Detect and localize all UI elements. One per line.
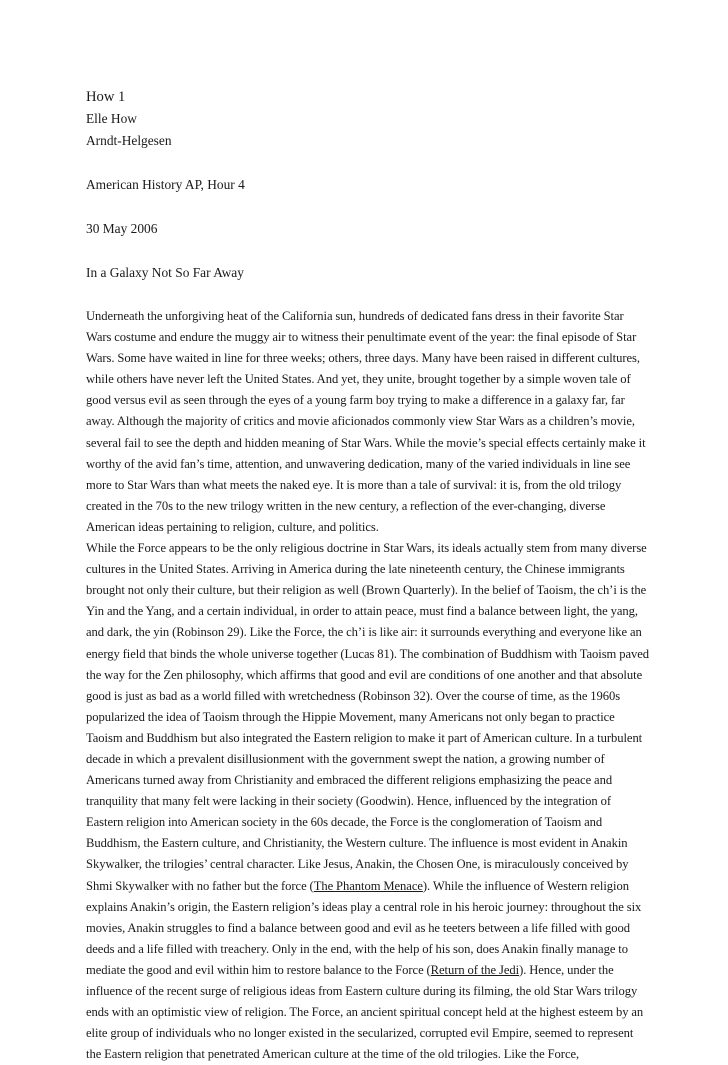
spacer (86, 284, 650, 306)
essay-title: In a Galaxy Not So Far Away (86, 265, 244, 280)
essay-body (86, 306, 650, 1065)
author-name: Elle How (86, 111, 137, 126)
film-title-phantom-menace: The Phantom Menace (313, 878, 423, 893)
spacer (86, 196, 650, 218)
paragraph-2-text-b: ). While the influence of Western religion explains Anakin’s origin, the Eastern religion’s ideas play a central role in his heroic journey: throughout the six movies, Anakin struggles to find a balance between good and evil as he teeters between a life filled with good deeds and a life filled with treachery. Only in the end, with the help of his son, does Anakin finally manage to mediate the good and evil within him to restore balance to the Force ( (86, 878, 642, 977)
course-name: American History AP, Hour 4 (86, 177, 245, 192)
paragraph-2 (86, 538, 650, 1065)
paragraph-2-text-c: ). Hence, under the influence of the recent surge of religious ideas from Eastern culture during its filming, the old Star Wars trilogy ends with an optimistic view of religion. The Force, an ancient spiritual concept held at the highest esteem by an elite group of individuals who no longer existed in the secularized, corrupted evil Empire, seemed to represent the Eastern religion that penetrated American culture at the time of the old trilogies. Like the Force, (86, 962, 644, 1062)
film-title-return-of-the-jedi: Return of the Jedi (430, 962, 520, 977)
paragraph-2-text-a: While the Force appears to be the only religious doctrine in Star Wars, its ideals actually stem from many diverse cultures in the United States. Arriving in America during the late nineteenth century, the Chinese immigrants brought not only their culture, but their religion as well (Brown Quarterly). In the belief of Taoism, the ch’i is the Yin and the Yang, and a certain individual, in order to attain peace, must find a balance between light, the yang, and dark, the yin (Robinson 29). Like the Force, the ch’i is like air: it surrounds everything and everyone like an energy field that binds the whole universe together (Lucas 81). The combination of Buddhism with Taoism paved the way for the Zen philosophy, which affirms that good and evil are conditions of one another and that absolute good is just as bad as a world filled with wretchedness (Robinson 32). Over the course of time, as the 1960s popularized the idea of Taoism through the Hippie Movement, many Americans not only began to practice Taoism and Buddhism but also integrated the Eastern religion to make it part of American culture. In a turbulent decade in which a prevalent disillusionment with the government swept the nation, a growing number of Americans turned away from Christianity and embraced the different religions emphasizing the peace and tranquility that many felt were lacking in their society (Goodwin). Hence, influenced by the integration of Eastern religion into American society in the 60s decade, the Force is the conglomeration of Taoism and Buddhism, the Eastern culture, and Christianity, the Western culture. The influence is most evident in Anakin Skywalker, the trilogies’ central character. Like Jesus, Anakin, the Chosen One, is miraculously conceived by Shmi Skywalker with no father but the force ( (86, 541, 650, 893)
paragraph-1: Underneath the unforgiving heat of the California sun, hundreds of dedicated fans dress in their favorite Star Wars costume and endure the muggy air to witness their penultimate event of the year: the final episode of Star Wars. Some have waited in line for three weeks; others, three days. Many have been raised in different cultures, while others have never left the United States. And yet, they unite, brought together by a simple woven tale of good versus evil as seen through the eyes of a young farm boy trying to make a difference in a galaxy far, far away. Although the majority of critics and movie aficionados commonly view Star Wars as a children’s movie, several fail to see the depth and hidden meaning of Star Wars. While the movie’s special effects certainly make it worthy of the avid fan’s time, attention, and unwavering dedication, many of the varied individuals in line see more to Star Wars than what meets the naked eye. It is more than a tale of survival: it is, from the old trilogy created in the 70s to the new trilogy written in the new century, a reflection of the ever-changing, diverse American ideas pertaining to religion, culture, and politics. (86, 309, 646, 534)
essay-date: 30 May 2006 (86, 221, 158, 236)
instructor-name: Arndt-Helgesen (86, 133, 172, 148)
spacer (86, 152, 650, 174)
spacer (86, 240, 650, 262)
page-header: How 1 (86, 89, 126, 105)
